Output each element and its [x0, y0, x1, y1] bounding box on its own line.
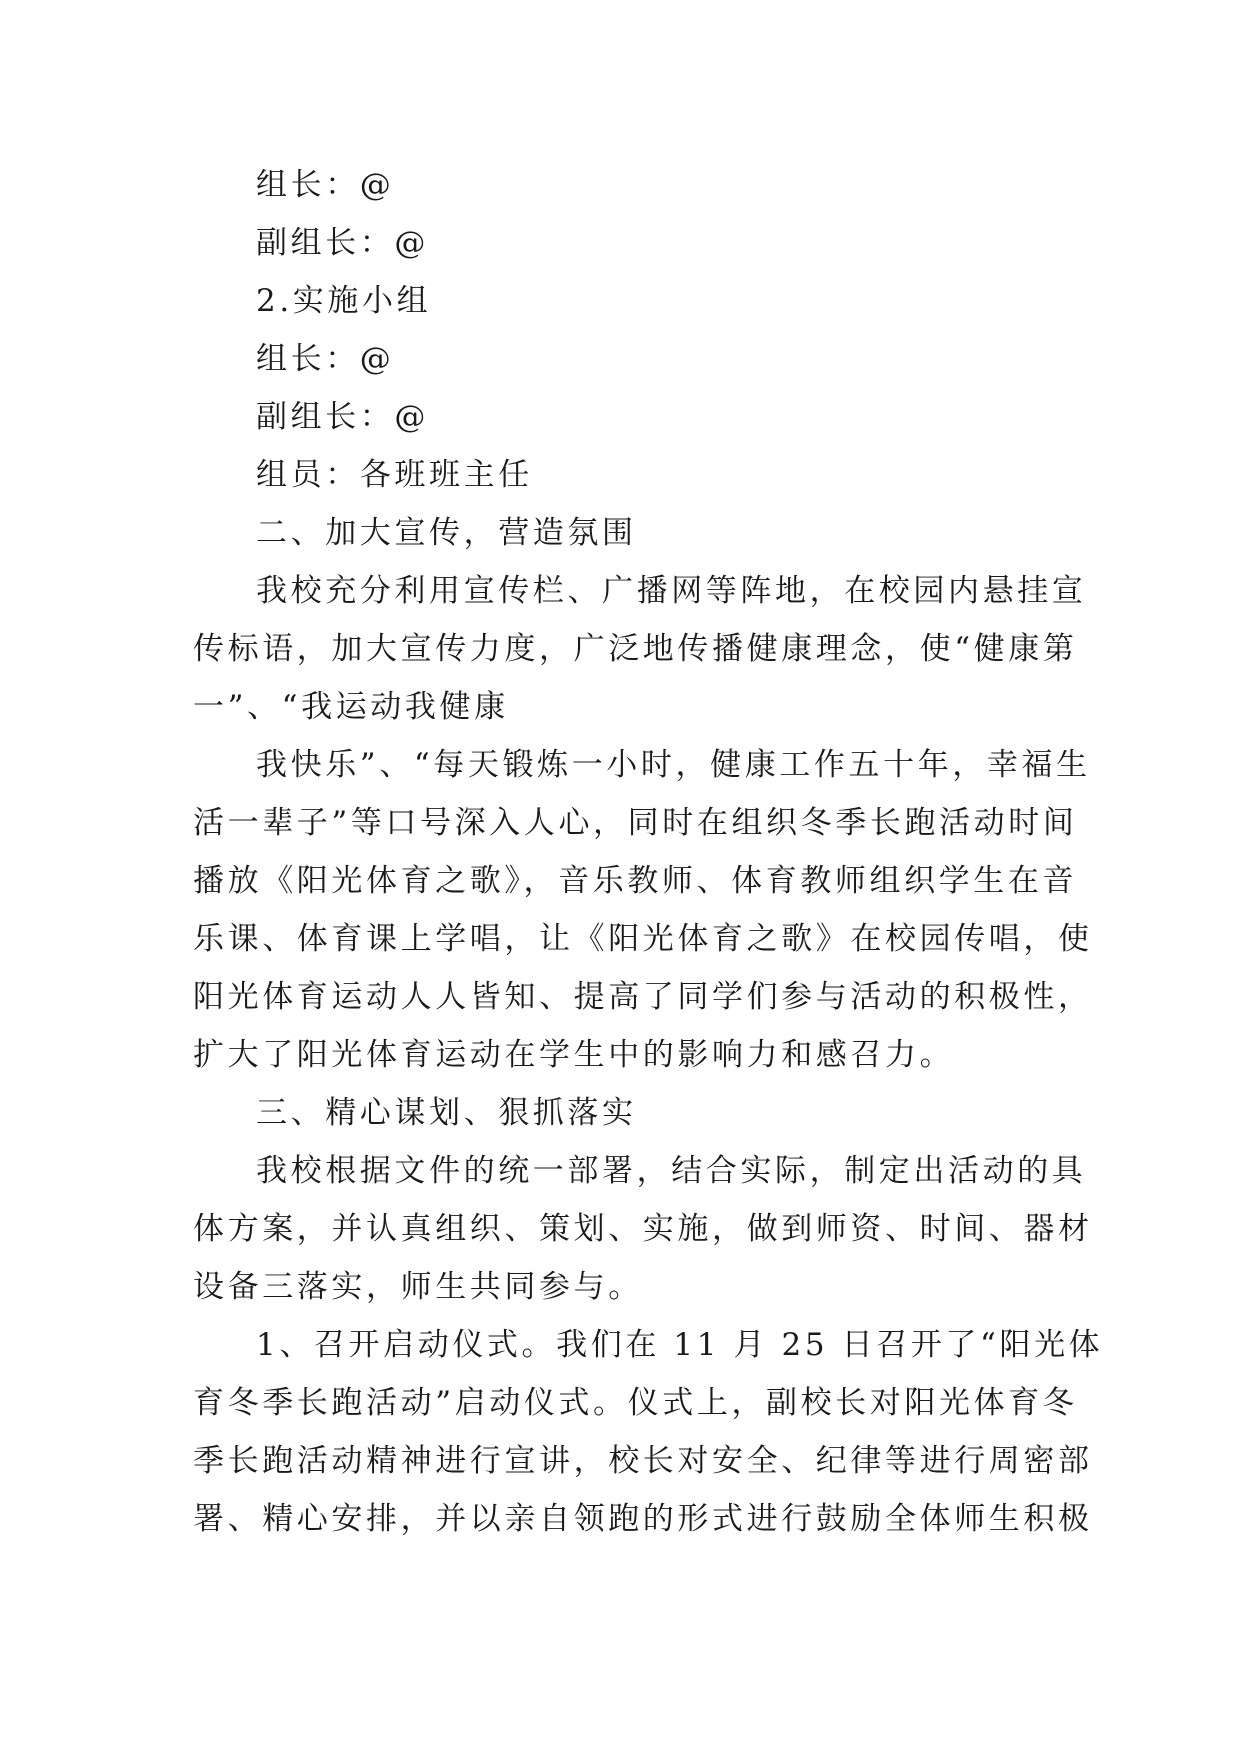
paragraph-line: 一”、“我运动我健康	[193, 689, 509, 725]
paragraph-line: 1、召开启动仪式。我们在 11 月 25 日召开了“阳光体	[256, 1327, 1104, 1363]
paragraph-line: 我校根据文件的统一部署，结合实际，制定出活动的具	[256, 1153, 1087, 1189]
paragraph-line: 体方案，并认真组织、策划、实施，做到师资、时间、器材	[193, 1211, 1093, 1247]
text-line-group-leader-2: 组长：@	[256, 341, 395, 377]
text-line-implementation-group: 2.实施小组	[256, 283, 432, 319]
paragraph-line: 扩大了阳光体育运动在学生中的影响力和感召力。	[193, 1037, 955, 1073]
paragraph-line: 季长跑活动精神进行宣讲，校长对安全、纪律等进行周密部	[193, 1443, 1093, 1479]
paragraph-line: 阳光体育运动人人皆知、提高了同学们参与活动的积极性，	[193, 979, 1093, 1015]
text-line-members: 组员：各班班主任	[256, 457, 533, 493]
paragraph-line: 我快乐”、“每天锻炼一小时，健康工作五十年，幸福生	[256, 747, 1091, 783]
text-line-deputy-leader-2: 副组长：@	[256, 399, 429, 435]
section-heading-2: 二、加大宣传，营造氛围	[256, 515, 637, 551]
text-line-group-leader: 组长：@	[256, 167, 395, 203]
section-heading-3: 三、精心谋划、狠抓落实	[256, 1095, 637, 1131]
text-line-deputy-leader: 副组长：@	[256, 225, 429, 261]
paragraph-line: 设备三落实，师生共同参与。	[193, 1269, 643, 1305]
paragraph-line: 署、精心安排，并以亲自领跑的形式进行鼓励全体师生积极	[193, 1501, 1093, 1537]
paragraph-line: 播放《阳光体育之歌》，音乐教师、体育教师组织学生在音	[193, 863, 1078, 899]
paragraph-line: 我校充分利用宣传栏、广播网等阵地，在校园内悬挂宣	[256, 573, 1087, 609]
paragraph-line: 传标语，加大宣传力度，广泛地传播健康理念，使“健康第	[193, 631, 1078, 667]
paragraph-line: 乐课、体育课上学唱，让《阳光体育之歌》在校园传唱，使	[193, 921, 1093, 957]
paragraph-line: 育冬季长跑活动”启动仪式。仪式上，副校长对阳光体育冬	[193, 1385, 1078, 1421]
paragraph-line: 活一辈子”等口号深入人心，同时在组织冬季长跑活动时间	[193, 805, 1078, 841]
